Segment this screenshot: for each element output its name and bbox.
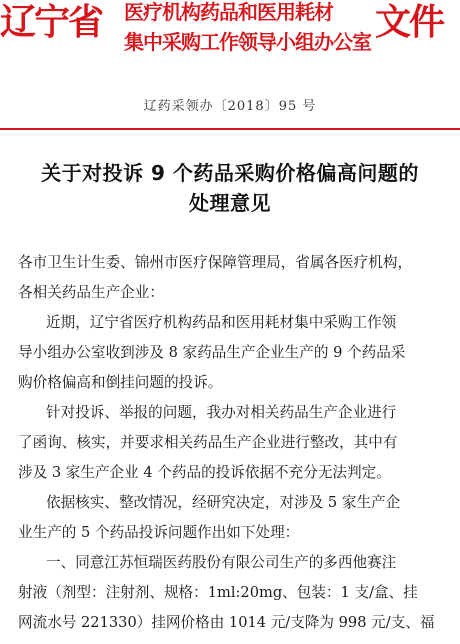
paragraph-line: 涉及 3 家生产企业 4 个药品的投诉依据不充分无法判定。 [18,464,391,481]
addressee-line: 各市卫生计生委、锦州市医疗保障管理局，省属各医疗机构， [18,254,413,271]
header-org-line1: 医疗机构药品和医用耗材 [124,0,333,24]
addressee-line: 各相关药品生产企业： [18,284,164,301]
paragraph-line: 网流水号 221330）挂网价格由 1014 元/支降为 998 元/支、福 [18,614,435,631]
paragraph-line: 业生产的 5 个药品投诉问题作出如下处理： [18,524,300,541]
paragraph-line: 了函询、核实，并要求相关药品生产企业进行整改，其中有 [18,434,398,451]
body-paragraph-3 [18,488,442,548]
paragraph-line: 射液（剂型：注射剂、规格：1ml:20mg、包装：1 支/盒、挂 [18,584,418,601]
body-paragraph-1 [18,308,442,398]
header-province: 辽宁省 [0,1,103,43]
document-number: 辽药采领办〔2018〕95 号 [143,99,317,114]
title-line2: 处理意见 [189,191,271,215]
body-paragraph-2 [18,398,442,488]
addressee-paragraph [18,248,442,308]
paragraph-line: 依据核实、整改情况，经研究决定，对涉及 5 家生产企 [46,494,401,511]
paragraph-line: 购价格偏高和倒挂问题的投诉。 [18,374,223,391]
title-line1: 关于对投诉 9 个药品采购价格偏高问题的 [41,161,419,185]
header-divider [0,128,460,130]
header-org-line2: 集中采购工作领导小组办公室 [124,30,371,54]
header-doc-type: 文件 [375,1,444,43]
document-header [0,0,460,70]
paragraph-line: 近期，辽宁省医疗机构药品和医用耗材集中采购工作领 [46,314,397,331]
paragraph-line: 一、同意江苏恒瑞医药股份有限公司生产的多西他赛注 [46,554,397,571]
paragraph-line: 针对投诉、举报的问题，我办对相关药品生产企业进行 [46,404,397,421]
paragraph-line: 导小组办公室收到涉及 8 家药品生产企业生产的 9 个药品采 [18,344,406,361]
body-paragraph-4 [18,548,442,638]
